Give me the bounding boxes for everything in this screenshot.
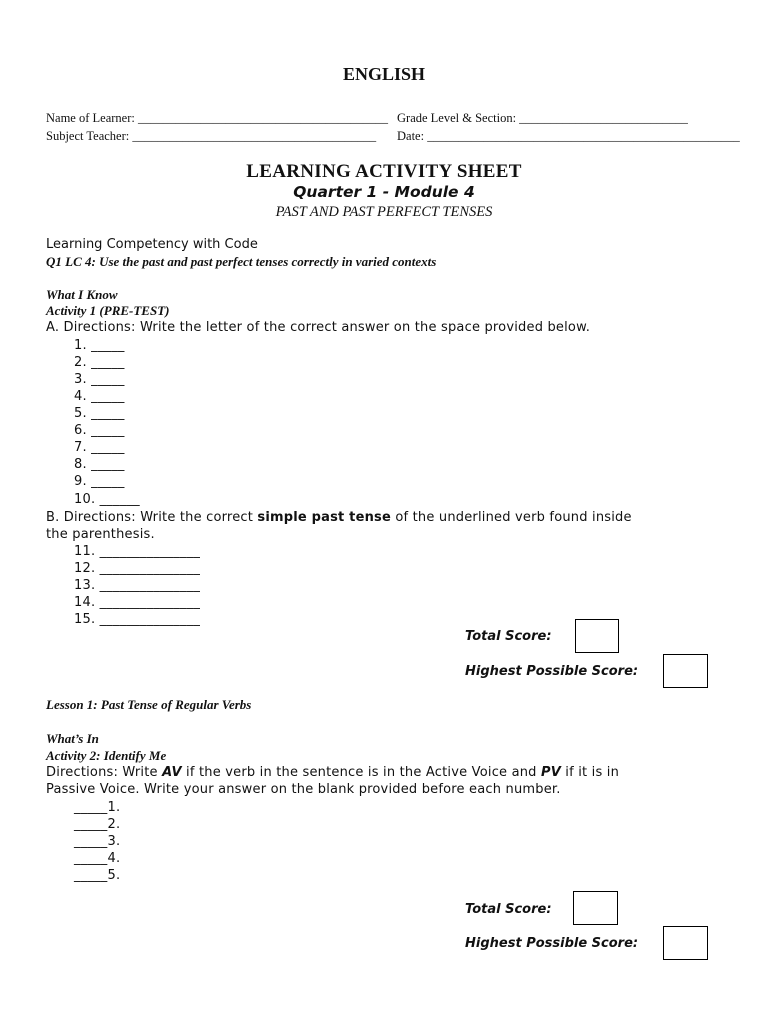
list-item[interactable]: 9. _____ — [74, 474, 125, 489]
list-item[interactable]: _____5. — [74, 868, 121, 883]
list-item[interactable]: 13. _______________ — [74, 578, 201, 593]
directions-av: AV — [162, 765, 182, 780]
highest-score-label: Highest Possible Score: — [465, 936, 639, 951]
whats-in-heading: What’s In — [46, 731, 99, 746]
activity2-directions-line2: Passive Voice. Write your answer on the blank provided before each number. — [46, 782, 561, 797]
directions-b — [46, 510, 632, 525]
list-item[interactable]: 4. _____ — [74, 389, 125, 404]
list-item[interactable]: 6. _____ — [74, 423, 125, 438]
list-item[interactable]: 11. _______________ — [74, 544, 201, 559]
list-item[interactable]: 2. _____ — [74, 355, 125, 370]
date-field[interactable]: Date: __________________________________________________ — [397, 129, 740, 143]
directions-b-text: B. Directions: Write the correct — [46, 510, 258, 525]
list-item[interactable]: _____4. — [74, 851, 121, 866]
list-item[interactable]: 1. _____ — [74, 338, 125, 353]
quarter-module: Quarter 1 - Module 4 — [293, 183, 475, 201]
directions-pv: PV — [540, 765, 561, 780]
competency-code: Q1 LC 4: Use the past and past perfect tenses correctly in varied contexts — [46, 254, 437, 269]
list-item[interactable]: 7. _____ — [74, 440, 125, 455]
name-of-learner-field[interactable]: Name of Learner: ________________________________________ — [46, 111, 388, 125]
directions-b-line2: the parenthesis. — [46, 527, 155, 542]
sheet-title: LEARNING ACTIVITY SHEET — [246, 161, 522, 182]
highest-score-box[interactable] — [663, 926, 708, 960]
activity1-heading: Activity 1 (PRE-TEST) — [46, 303, 170, 318]
competency-label: Learning Competency with Code — [46, 237, 258, 252]
directions-a: A. Directions: Write the letter of the correct answer on the space provided below. — [46, 320, 591, 335]
highest-score-box[interactable] — [663, 654, 708, 688]
list-item[interactable]: 8. _____ — [74, 457, 125, 472]
directions-b-text-end: of the underlined verb found inside — [391, 510, 632, 525]
directions-text: if it is in — [560, 765, 620, 780]
total-score-box[interactable] — [575, 619, 619, 653]
lesson1-title: Lesson 1: Past Tense of Regular Verbs — [46, 697, 252, 712]
activity2-directions — [46, 765, 722, 780]
list-item[interactable]: 15. _______________ — [74, 612, 201, 627]
subject-teacher-field[interactable]: Subject Teacher: _______________________________________ — [46, 129, 377, 143]
total-score-label: Total Score: — [465, 629, 552, 644]
highest-score-label: Highest Possible Score: — [465, 664, 639, 679]
grade-level-field[interactable]: Grade Level & Section: ___________________________ — [397, 111, 688, 125]
list-item[interactable]: 14. _______________ — [74, 595, 201, 610]
directions-text: if the verb in the sentence is in the Active Voice and — [181, 765, 541, 780]
list-item[interactable]: 12. _______________ — [74, 561, 201, 576]
activity2-heading: Activity 2: Identify Me — [46, 748, 167, 763]
directions-text: Directions: Write — [46, 765, 163, 780]
topic-title: PAST AND PAST PERFECT TENSES — [275, 204, 493, 220]
what-i-know-heading: What I Know — [46, 287, 118, 302]
subject-title: ENGLISH — [342, 64, 426, 84]
list-item[interactable]: 10. ______ — [74, 492, 140, 507]
list-item[interactable]: 5. _____ — [74, 406, 125, 421]
directions-b-emphasis: simple past tense — [257, 510, 392, 525]
total-score-label: Total Score: — [465, 902, 552, 917]
list-item[interactable]: _____1. — [74, 800, 121, 815]
total-score-box[interactable] — [573, 891, 618, 925]
list-item[interactable]: _____2. — [74, 817, 121, 832]
list-item[interactable]: _____3. — [74, 834, 121, 849]
list-item[interactable]: 3. _____ — [74, 372, 125, 387]
